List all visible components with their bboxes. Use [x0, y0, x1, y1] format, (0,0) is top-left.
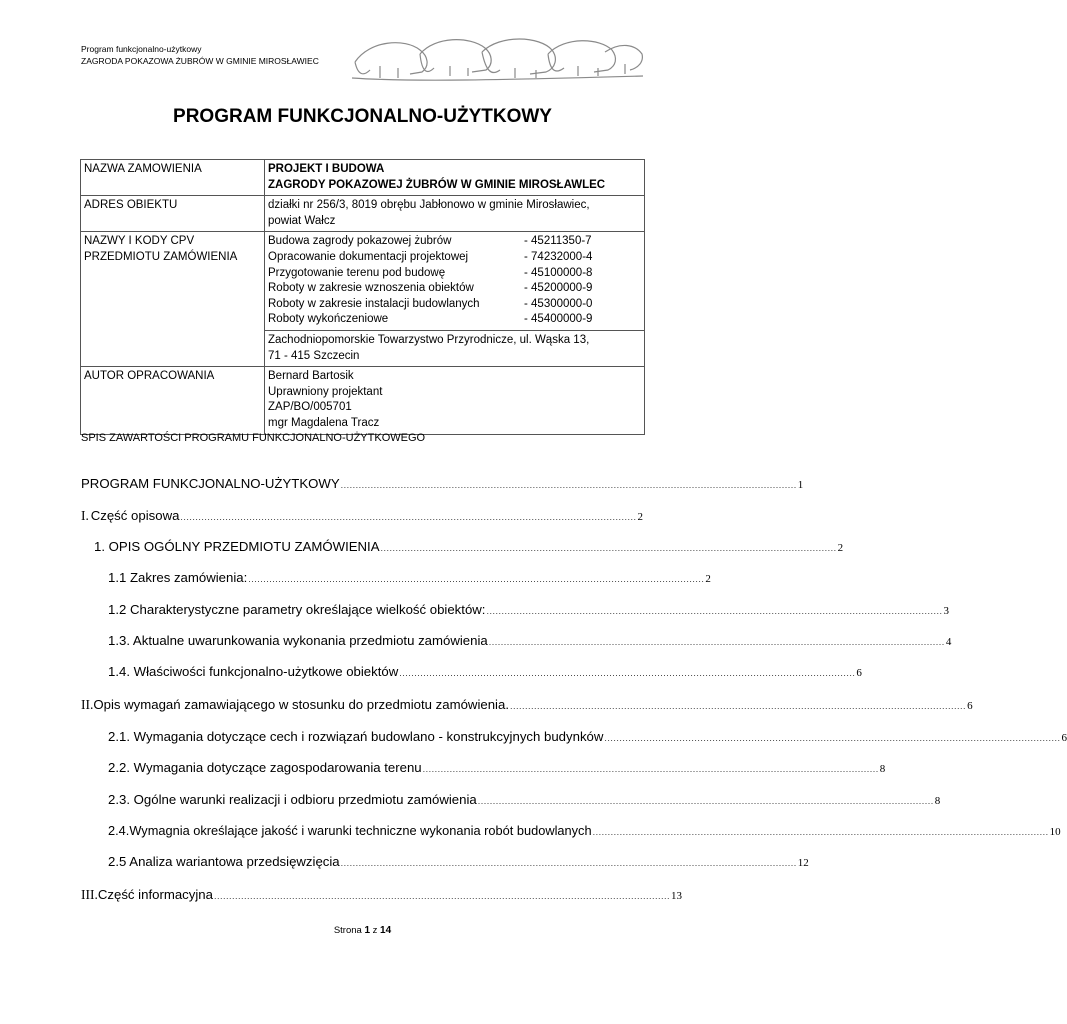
toc-entry[interactable]: 2.2. Wymagania dotyczące zagospodarowania terenu ........................................................................................................................................................ 8 — [108, 760, 886, 775]
author-row — [81, 367, 645, 434]
header-line-1: Program funkcjonalno-użytkowy — [81, 44, 202, 54]
header-line-2: ZAGRODA POKAZOWA ŻUBRÓW W GMINIE MIROSŁAWIEC — [81, 56, 319, 66]
order-label: NAZWA ZAMOWIENIA — [81, 160, 265, 196]
bison-herd-sketch-icon — [350, 32, 645, 84]
toc-entry[interactable]: 1. OPIS OGÓLNY PRZEDMIOTU ZAMÓWIENIA ........................................................................................................................................................ 2 — [94, 539, 844, 554]
toc-entry[interactable]: 1.1 Zakres zamówienia: ........................................................................................................................................................ 2 — [108, 570, 711, 585]
toc-entry[interactable]: PROGRAM FUNKCJONALNO-UŻYTKOWY ........................................................................................................................................................ 1 — [81, 476, 804, 491]
toc-entry[interactable]: I. Część opisowa ........................................................................................................................................................ 2 — [81, 508, 643, 523]
cpv-item: Opracowanie dokumentacji projektowej - 74232000-4 — [268, 250, 593, 263]
investor-value: Zachodniopomorskie Towarzystwo Przyrodnicze, ul. Wąska 13, 71 - 415 Szczecin — [265, 330, 645, 366]
toc-entry[interactable]: 1.4. Właściwości funkcjonalno-użytkowe obiektów ........................................................................................................................................................ 6 — [108, 664, 862, 679]
cpv-item: Roboty w zakresie instalacji budowlanych - 45300000-0 — [268, 297, 593, 310]
toc-entry[interactable]: 1.3. Aktualne uwarunkowania wykonania przedmiotu zamówienia ........................................................................................................................................................ 4 — [108, 633, 952, 648]
cpv-list — [265, 232, 645, 331]
toc-entry[interactable]: 2.1. Wymagania dotyczące cech i rozwiązań budowlano - konstrukcyjnych budynków ........................................................................................................................................................ 6 — [108, 729, 1067, 744]
cpv-item: Roboty w zakresie wznoszenia obiektów - 45200000-9 — [268, 282, 593, 295]
toc-entry[interactable]: 2.4.Wymagnia określające jakość i warunki techniczne wykonania robót budowlanych ........................................................................................................................................................ 10 — [108, 823, 1061, 838]
cpv-label: NAZWY I KODY CPV PRZEDMIOTU ZAMÓWIENIA — [81, 232, 265, 367]
address-label: ADRES OBIEKTU — [81, 196, 265, 232]
cpv-row — [81, 232, 645, 331]
page-title: PROGRAM FUNKCJONALNO-UŻYTKOWY — [173, 106, 552, 127]
total-pages-number: 14 — [380, 925, 392, 936]
toc-heading: SPIS ZAWARTOŚCI PROGRAMU FUNKCJONALNO-UŻYTKOWEGO — [81, 432, 426, 444]
toc-entry[interactable]: II. Opis wymagań zamawiającego w stosunku do przedmiotu zamówienia. ........................................................................................................................................................ 6 — [81, 697, 973, 712]
toc-entry[interactable]: 2.3. Ogólne warunki realizacji i odbioru przedmiotu zamówienia ........................................................................................................................................................ 8 — [108, 792, 941, 807]
project-info-table — [80, 159, 645, 435]
address-row — [81, 196, 645, 232]
page-footer — [0, 925, 725, 936]
order-row — [81, 160, 645, 196]
footer-sep: z — [372, 925, 378, 936]
toc-entry[interactable]: 2.5 Analiza wariantowa przedsięwzięcia ........................................................................................................................................................ 12 — [108, 854, 809, 869]
footer-prefix: Strona — [333, 925, 362, 936]
cpv-item: Roboty wykończeniowe - 45400000-9 — [268, 313, 593, 326]
running-header — [81, 43, 319, 67]
current-page-number: 1 — [364, 925, 371, 936]
author-label: AUTOR OPRACOWANIA — [81, 367, 265, 434]
toc-entry[interactable]: 1.2 Charakterystyczne parametry określające wielkość obiektów: ........................................................................................................................................................ 3 — [108, 602, 950, 617]
cpv-item: Przygotowanie terenu pod budowę - 45100000-8 — [268, 266, 593, 279]
order-value: PROJEKT I BUDOWA ZAGRODY POKAZOWEJ ŻUBRÓW W GMINIE MIROSŁAWLEC — [265, 160, 645, 196]
address-value: działki nr 256/3, 8019 obrębu Jabłonowo w gminie Mirosławiec, powiat Wałcz — [265, 196, 645, 232]
cpv-item: Budowa zagrody pokazowej żubrów - 45211350-7 — [268, 235, 592, 248]
toc-entry[interactable]: III. Część informacyjna ........................................................................................................................................................ 13 — [81, 887, 683, 902]
author-value: Bernard Bartosik Uprawniony projektant ZAP/BO/005701 mgr Magdalena Tracz — [265, 367, 645, 434]
